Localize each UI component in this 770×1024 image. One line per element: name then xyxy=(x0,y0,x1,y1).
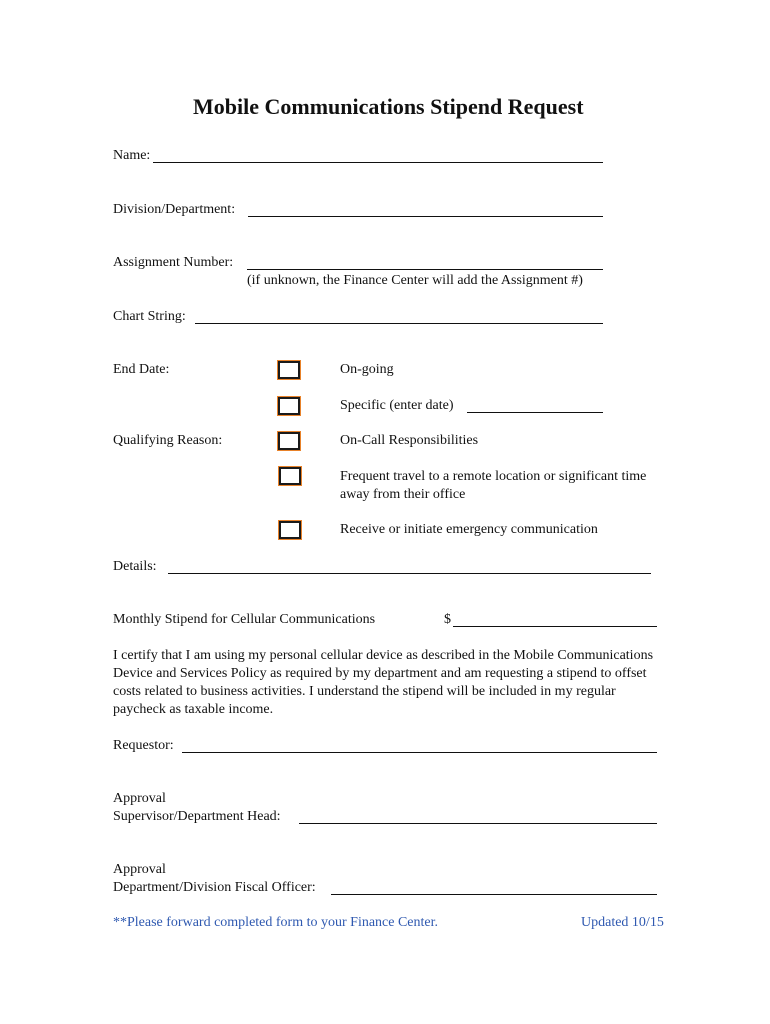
emergency-checkbox[interactable] xyxy=(279,521,301,539)
division-field[interactable] xyxy=(248,216,603,217)
travel-label-line2: away from their office xyxy=(340,487,466,502)
ongoing-checkbox[interactable] xyxy=(278,361,300,379)
requestor-signature-field[interactable] xyxy=(182,752,657,753)
supervisor-signature-field[interactable] xyxy=(299,823,657,824)
fiscal-officer-label: Department/Division Fiscal Officer: xyxy=(113,880,316,895)
approval-label-2: Approval xyxy=(113,862,166,877)
chart-string-field[interactable] xyxy=(195,323,603,324)
footer-note: **Please forward completed form to your Finance Center. xyxy=(113,915,439,930)
on-call-checkbox[interactable] xyxy=(278,432,300,450)
travel-checkbox[interactable] xyxy=(279,467,301,485)
on-call-label: On-Call Responsibilities xyxy=(340,433,479,448)
details-label: Details: xyxy=(113,559,157,574)
end-date-label: End Date: xyxy=(113,362,170,377)
specific-date-checkbox[interactable] xyxy=(278,397,300,415)
requestor-label: Requestor: xyxy=(113,738,174,753)
chart-string-label: Chart String: xyxy=(113,309,186,324)
emergency-label: Receive or initiate emergency communication xyxy=(340,522,598,537)
certification-text: I certify that I am using my personal cellular device as described in the Mobile Communications Device and Services Policy as required by my department and am requesting a stipend to offset costs related to business activities. I understand the stipend will be included in my regular paycheck as taxable income. xyxy=(113,648,654,717)
monthly-stipend-field[interactable] xyxy=(453,626,657,627)
fiscal-officer-signature-field[interactable] xyxy=(331,894,657,895)
name-label: Name: xyxy=(113,148,151,163)
specific-date-field[interactable] xyxy=(467,412,603,413)
specific-date-label: Specific (enter date) xyxy=(340,398,454,413)
form-title: Mobile Communications Stipend Request xyxy=(193,94,584,119)
supervisor-label: Supervisor/Department Head: xyxy=(113,809,281,824)
details-field[interactable] xyxy=(168,573,651,574)
updated-date: Updated 10/15 xyxy=(581,915,664,930)
division-label: Division/Department: xyxy=(113,202,236,217)
assignment-field[interactable] xyxy=(247,269,603,270)
monthly-stipend-label: Monthly Stipend for Cellular Communications xyxy=(113,612,376,627)
name-field[interactable] xyxy=(153,162,603,163)
dollar-sign: $ xyxy=(444,612,451,627)
approval-label-1: Approval xyxy=(113,791,166,806)
ongoing-label: On-going xyxy=(340,362,394,377)
assignment-label: Assignment Number: xyxy=(113,255,234,270)
travel-label-line1: Frequent travel to a remote location or significant time xyxy=(340,469,647,484)
qualifying-reason-label: Qualifying Reason: xyxy=(113,433,223,448)
assignment-note: (if unknown, the Finance Center will add the Assignment #) xyxy=(247,273,583,288)
